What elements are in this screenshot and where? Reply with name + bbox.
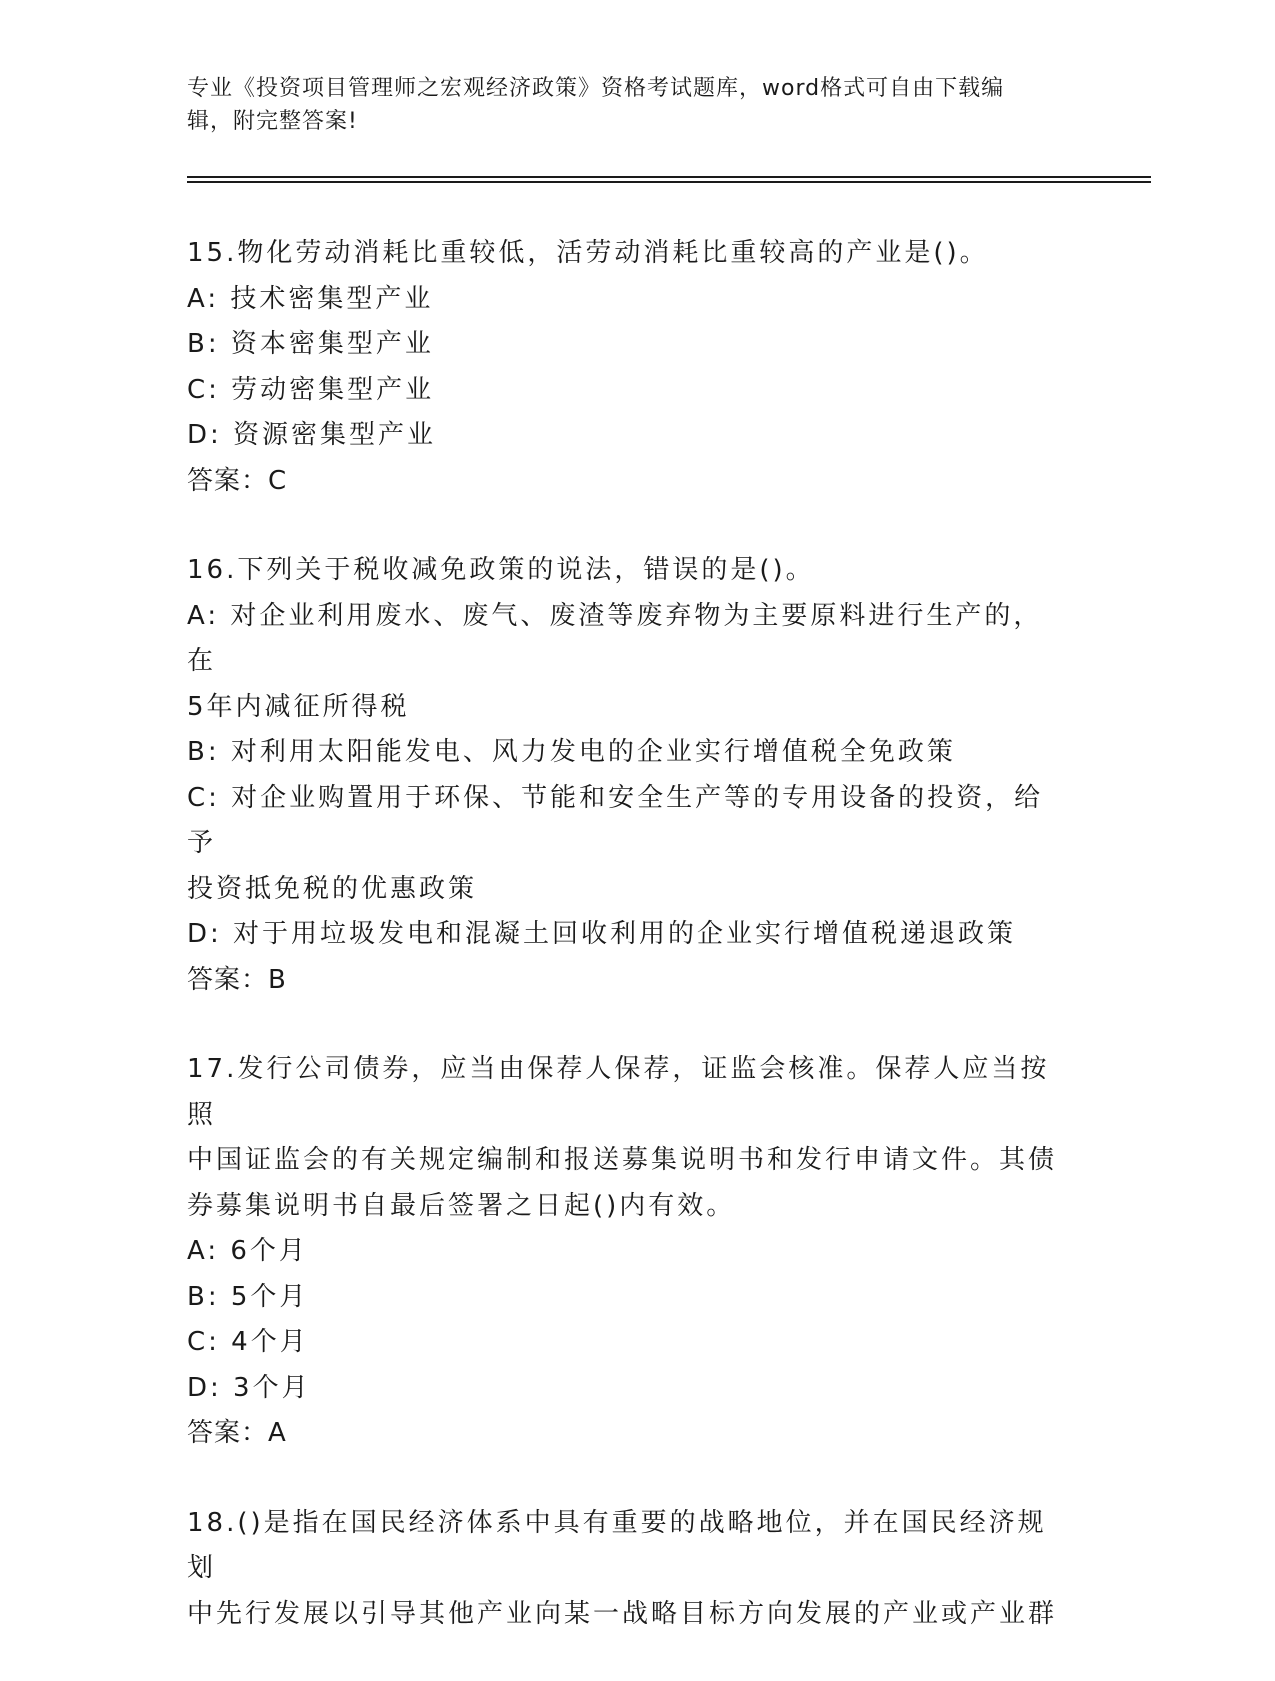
option-a: A: 对企业利用废水、废气、废渣等废弃物为主要原料进行生产的，在 — [187, 600, 1043, 676]
option-b: B: 5个月 — [187, 1281, 309, 1312]
option-c: C: 对企业购置用于环保、节能和安全生产等的专用设备的投资，给予 — [187, 782, 1044, 858]
option-b: B: 资本密集型产业 — [187, 329, 434, 359]
answer: 答案：A — [187, 1418, 287, 1448]
answer: 答案：C — [187, 465, 288, 496]
header-divider-bottom — [187, 181, 1151, 183]
question-18 — [187, 1501, 1067, 1638]
question-stem: 17.发行公司债券，应当由保荐人保荐，证监会核准。保荐人应当按照 — [187, 1054, 1050, 1130]
question-stem: 15.物化劳动消耗比重较低，活劳动消耗比重较高的产业是()。 — [187, 238, 989, 268]
question-16 — [187, 548, 1067, 1003]
option-d: D: 资源密集型产业 — [187, 420, 437, 450]
option-a: A: 6个月 — [187, 1236, 308, 1266]
option-c: C: 4个月 — [187, 1327, 309, 1357]
question-stem-continued: 中国证监会的有关规定编制和报送募集说明书和发行申请文件。其债 — [187, 1145, 1058, 1175]
option-a-continued: 5年内减征所得税 — [187, 691, 410, 722]
question-stem: 16.下列关于税收减免政策的说法，错误的是()。 — [187, 555, 815, 585]
option-b: B: 对利用太阳能发电、风力发电的企业实行增值税全免政策 — [187, 737, 956, 767]
header-line-1: 专业《投资项目管理师之宏观经济政策》资格考试题库，word格式可自由下载编 — [187, 76, 1005, 101]
answer: 答案：B — [187, 964, 287, 995]
option-d: D: 对于用垃圾发电和混凝土回收利用的企业实行增值税递退政策 — [187, 919, 1017, 949]
option-d: D: 3个月 — [187, 1372, 311, 1403]
question-stem-continued: 券募集说明书自最后签署之日起()内有效。 — [187, 1190, 736, 1221]
question-17 — [187, 1047, 1067, 1457]
header-line-2: 辑，附完整答案! — [187, 109, 358, 134]
question-stem-continued: 中先行发展以引导其他产业向某一战略目标方向发展的产业或产业群 — [187, 1598, 1058, 1629]
option-a: A: 技术密集型产业 — [187, 283, 434, 314]
question-15 — [187, 231, 1067, 504]
option-c: C: 劳动密集型产业 — [187, 374, 435, 405]
option-c-continued: 投资抵免税的优惠政策 — [187, 873, 478, 904]
document-header — [187, 72, 1067, 138]
question-stem: 18.()是指在国民经济体系中具有重要的战略地位，并在国民经济规划 — [187, 1507, 1047, 1583]
header-divider-top — [187, 176, 1151, 178]
question-list — [187, 231, 1067, 1681]
